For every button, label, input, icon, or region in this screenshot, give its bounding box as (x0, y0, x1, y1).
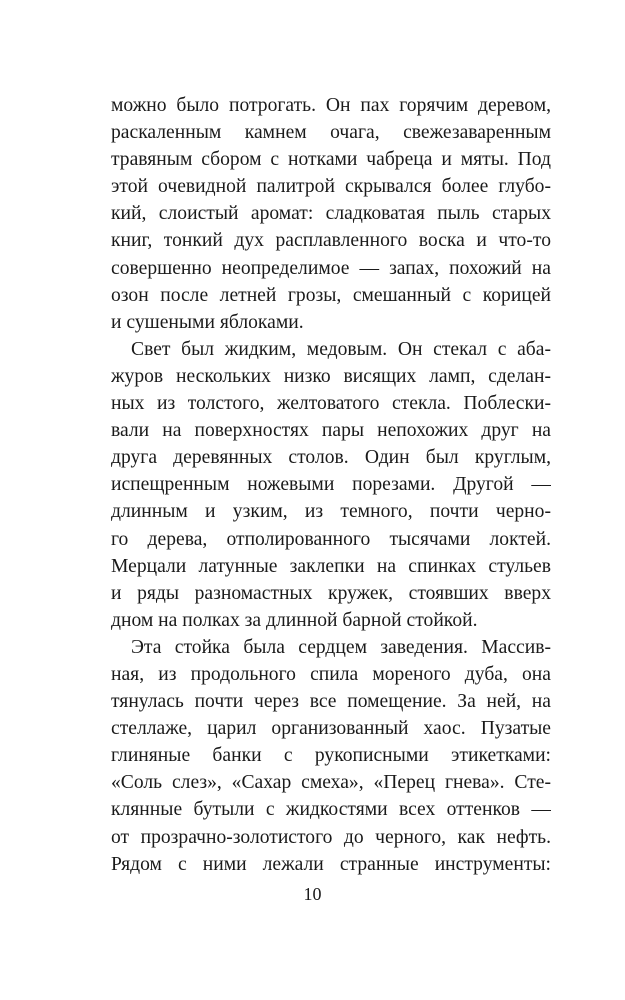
text-line: совершенно неопределимое — запах, похожий на (111, 257, 551, 279)
body-text (111, 92, 551, 878)
text-line: го дерева, отполированного тысячами локтей. (111, 528, 551, 550)
text-line: от прозрачно-золотистого до черного, как нефть. (111, 826, 551, 848)
text-line: раскаленным камнем очага, свежезаваренным (111, 122, 551, 144)
text-line: стеллаже, царил организованный хаос. Пузатые (111, 718, 551, 740)
text-line: клянные бутыли с жидкостями всех оттенков — (111, 799, 551, 821)
text-line: книг, тонкий дух расплавленного воска и что-то (111, 230, 551, 252)
text-line: этой очевидной палитрой скрывался более глубо- (111, 176, 551, 198)
text-line: Эта стойка была сердцем заведения. Массив- (131, 636, 551, 658)
text-line: «Соль слез», «Сахар смеха», «Перец гнева». Сте- (111, 772, 551, 794)
text-line: Мерцали латунные заклепки на спинках стульев (111, 555, 551, 577)
text-line: кий, слоистый аромат: сладковатая пыль старых (111, 203, 551, 225)
page-number: 10 (303, 884, 322, 904)
text-line: журов нескольких низко висящих ламп, сделан- (111, 365, 551, 387)
text-line: испещренным ножевыми порезами. Другой — (111, 474, 551, 496)
text-line: глиняные банки с рукописными этикетками: (111, 745, 551, 767)
text-line: ных из толстого, желтоватого стекла. Поблески- (111, 393, 551, 415)
text-line: и сушеными яблоками. (111, 311, 304, 333)
text-line: друга деревянных столов. Один был круглым, (111, 447, 551, 469)
text-line: Свет был жидким, медовым. Он стекал с аба- (131, 338, 551, 360)
text-line: дном на полках за длинной барной стойкой. (111, 609, 478, 631)
text-line: и ряды разномастных кружек, стоявших вверх (111, 582, 551, 604)
text-line: тянулась почти через все помещение. За ней, на (111, 691, 551, 713)
text-line: вали на поверхностях пары непохожих друг на (111, 420, 551, 442)
text-line: травяным сбором с нотками чабреца и мяты. Под (111, 149, 551, 171)
text-line: длинным и узким, из темного, почти черно- (111, 501, 551, 523)
text-line: ная, из продольного спила мореного дуба, она (111, 663, 551, 685)
text-line: озон после летней грозы, смешанный с корицей (111, 284, 551, 306)
text-line: Рядом с ними лежали странные инструменты: (111, 853, 551, 875)
text-line: можно было потрогать. Он пах горячим деревом, (111, 95, 551, 116)
